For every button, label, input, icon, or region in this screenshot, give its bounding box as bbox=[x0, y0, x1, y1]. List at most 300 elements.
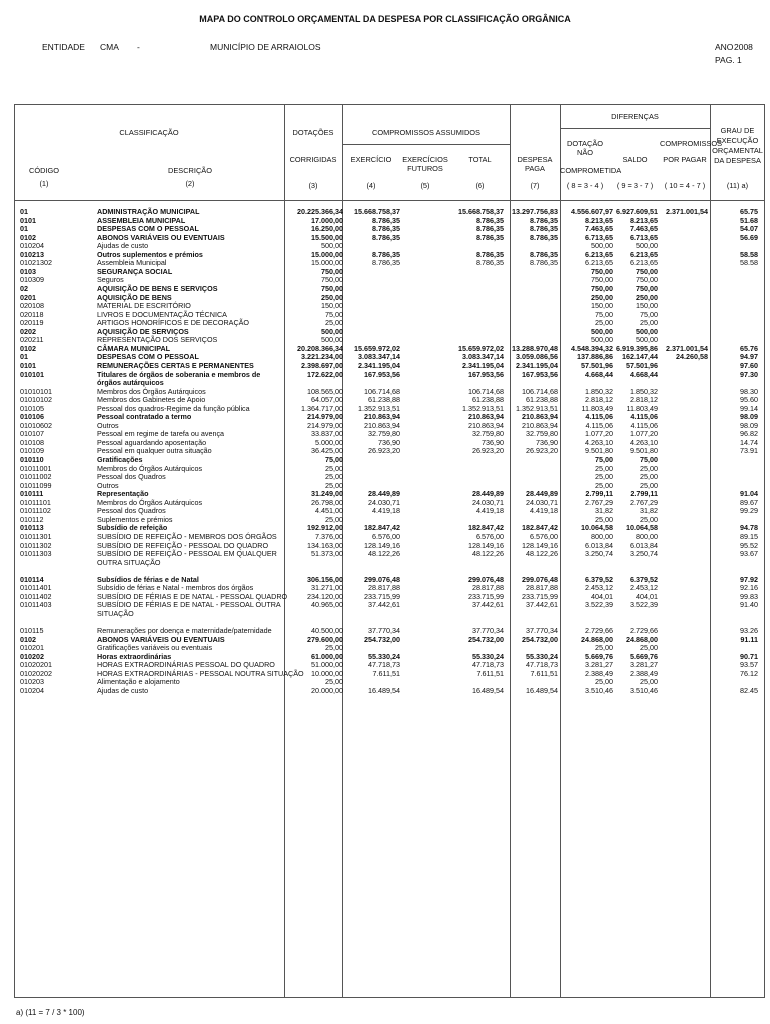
row-description: ADMINISTRAÇÃO MUNICIPAL bbox=[97, 207, 200, 216]
row-code: 010204 bbox=[20, 685, 44, 695]
row-description: Pessoal aguardando aposentação bbox=[97, 437, 207, 447]
row-total: 210.863,94 bbox=[468, 412, 504, 422]
row-saldo: 4.115,06 bbox=[630, 412, 658, 422]
row-nao-comprometida: 500,00 bbox=[591, 326, 613, 336]
row-nao-comprometida: 500,00 bbox=[591, 335, 613, 345]
row-exercicio: 48.122,26 bbox=[368, 549, 400, 558]
row-description: Gratificações bbox=[97, 455, 143, 464]
row-total: 2.341.195,04 bbox=[462, 360, 504, 370]
row-dotacao: 15.000,00 bbox=[311, 258, 343, 268]
row-exercicio: 7.611,51 bbox=[372, 668, 400, 678]
row-dotacao: 3.221.234,00 bbox=[301, 352, 343, 362]
row-dotacao: 500,00 bbox=[321, 326, 343, 336]
row-dotacao: 51.000,00 bbox=[311, 660, 343, 670]
row-description: Gratificações variáveis ou eventuais bbox=[97, 643, 213, 652]
row-exercicio: 37.442,61 bbox=[368, 600, 400, 610]
row-despesa-paga: 28.817,88 bbox=[526, 583, 558, 593]
row-exercicio: 8.786,35 bbox=[372, 249, 400, 259]
row-description: Ajudas de custo bbox=[97, 685, 149, 695]
col-comp-pagar-2: POR PAGAR bbox=[663, 155, 707, 164]
row-code: 01011401 bbox=[20, 583, 52, 593]
row-nao-comprometida: 25,00 bbox=[595, 480, 613, 490]
row-total: 6.576,00 bbox=[476, 531, 504, 541]
row-grau: 51.68 bbox=[740, 215, 758, 225]
row-total: 37.442,61 bbox=[472, 600, 504, 610]
row-code: 010101 bbox=[20, 369, 44, 379]
row-exercicio: 28.449,89 bbox=[368, 489, 400, 499]
row-dotacao: 75,00 bbox=[325, 309, 343, 319]
row-nao-comprometida: 57.501,96 bbox=[581, 360, 613, 370]
row-code: 0103 bbox=[20, 266, 36, 276]
row-description: REPRESENTAÇÃO DOS SERVIÇOS bbox=[97, 335, 218, 345]
row-grau: 97.92 bbox=[740, 574, 758, 584]
row-nao-comprometida: 2.453,12 bbox=[585, 583, 613, 593]
row-description: Pessoal dos Quadros bbox=[97, 506, 166, 516]
row-nao-comprometida: 25,00 bbox=[595, 318, 613, 328]
row-grau: 94.78 bbox=[740, 523, 758, 533]
row-despesa-paga: 37.442,61 bbox=[526, 600, 558, 610]
row-exercicio: 55.330,24 bbox=[368, 651, 400, 661]
row-nao-comprometida: 3.510,46 bbox=[585, 685, 613, 695]
row-code: 020211 bbox=[20, 335, 44, 345]
col-saldo: SALDO bbox=[622, 155, 648, 164]
row-dotacao: 500,00 bbox=[321, 335, 343, 345]
row-nao-comprometida: 4.115,06 bbox=[585, 420, 613, 430]
row-saldo: 3.250,74 bbox=[630, 549, 658, 558]
row-grau: 98.09 bbox=[740, 412, 758, 422]
row-despesa-paga: 2.341.195,04 bbox=[516, 360, 558, 370]
row-description: DESPESAS COM O PESSOAL bbox=[97, 224, 199, 234]
row-nao-comprometida: 4.668,44 bbox=[585, 369, 613, 379]
row-saldo: 404,01 bbox=[636, 591, 658, 601]
row-dotacao: 192.912,00 bbox=[307, 523, 343, 533]
row-description: REMUNERAÇÕES CERTAS E PERMANENTES bbox=[97, 360, 254, 370]
row-dotacao: 40.500,00 bbox=[311, 626, 343, 635]
row-saldo: 162.147,44 bbox=[622, 352, 658, 362]
row-comp-pagar: 2.371.001,54 bbox=[666, 207, 708, 216]
row-grau: 65.76 bbox=[740, 343, 758, 353]
row-nao-comprometida: 2.729,66 bbox=[585, 626, 613, 635]
row-exercicio: 1.352.913,51 bbox=[358, 403, 400, 413]
row-grau: 65.75 bbox=[740, 207, 758, 216]
row-nao-comprometida: 31,82 bbox=[595, 506, 613, 516]
row-total: 210.863,94 bbox=[468, 420, 504, 430]
row-code: 010204 bbox=[20, 241, 44, 251]
row-saldo: 3.510,46 bbox=[630, 685, 658, 695]
row-total: 8.786,35 bbox=[476, 258, 504, 268]
row-exercicio: 37.770,34 bbox=[368, 626, 400, 635]
row-exercicio: 736,90 bbox=[378, 437, 400, 447]
row-despesa-paga: 13.297.756,83 bbox=[512, 207, 558, 216]
row-nao-comprometida: 137.886,86 bbox=[577, 352, 613, 362]
col-despesa-paga: DESPESA PAGA bbox=[517, 155, 553, 173]
row-despesa-paga: 3.059.086,56 bbox=[516, 352, 558, 362]
footnote: a) (11 = 7 / 3 * 100) bbox=[16, 1008, 85, 1017]
row-description: Membros dos Gabinetes de Apoio bbox=[97, 395, 206, 405]
row-total: 48.122,26 bbox=[472, 549, 504, 558]
row-total: 47.718,73 bbox=[472, 660, 504, 670]
row-dotacao: 33.837,00 bbox=[311, 429, 343, 439]
row-nao-comprometida: 2.767,29 bbox=[585, 497, 613, 507]
row-saldo: 11.803,49 bbox=[626, 403, 658, 413]
row-nao-comprometida: 4.115,06 bbox=[585, 412, 613, 422]
row-total: 3.083.347,14 bbox=[462, 352, 504, 362]
col-codigo-num: (1) bbox=[39, 179, 49, 188]
row-saldo: 500,00 bbox=[636, 241, 658, 251]
row-saldo: 2.729,66 bbox=[630, 626, 658, 635]
row-exercicio: 106.714,68 bbox=[364, 386, 400, 396]
row-dotacao: 750,00 bbox=[321, 275, 343, 285]
row-despesa-paga: 128.149,16 bbox=[522, 540, 558, 550]
row-description: AQUISIÇÃO DE BENS bbox=[97, 292, 172, 302]
row-saldo: 2.799,11 bbox=[630, 489, 658, 499]
row-dotacao: 25,00 bbox=[325, 514, 343, 524]
row-nao-comprometida: 800,00 bbox=[591, 531, 613, 541]
row-saldo: 6.713,65 bbox=[630, 232, 658, 242]
row-nao-comprometida: 1.077,20 bbox=[585, 429, 613, 439]
row-exercicio: 4.419,18 bbox=[372, 506, 400, 516]
row-code: 010114 bbox=[20, 574, 44, 584]
row-description: Outros bbox=[97, 420, 119, 430]
row-grau: 91.11 bbox=[740, 634, 758, 644]
row-saldo: 2.388,49 bbox=[630, 668, 658, 678]
row-code: 01011402 bbox=[20, 591, 52, 601]
row-dotacao: 306.156,00 bbox=[307, 574, 343, 584]
row-exercicio: 6.576,00 bbox=[372, 531, 400, 541]
row-grau: 91.04 bbox=[740, 489, 758, 499]
row-description: SUBSÍDIO DE FÉRIAS E DE NATAL - PESSOAL OUTRA SITUAÇÃO bbox=[97, 600, 281, 618]
row-despesa-paga: 13.288.970,48 bbox=[512, 343, 558, 353]
row-code: 01 bbox=[20, 352, 28, 362]
row-saldo: 31,82 bbox=[640, 506, 658, 516]
row-description: Membros dos Órgãos Autárquicos bbox=[97, 386, 206, 396]
row-despesa-paga: 299.076,48 bbox=[522, 574, 558, 584]
row-dotacao: 172.622,00 bbox=[307, 369, 343, 379]
row-grau: 99.83 bbox=[740, 591, 758, 601]
row-description: CÂMARA MUNICIPAL bbox=[97, 343, 171, 353]
row-exercicio: 2.341.195,04 bbox=[358, 360, 400, 370]
row-nao-comprometida: 6.379,52 bbox=[585, 574, 613, 584]
row-code: 010106 bbox=[20, 412, 44, 422]
row-dotacao: 134.163,00 bbox=[307, 540, 343, 550]
col-futuros-2: FUTUROS bbox=[407, 164, 443, 173]
row-saldo: 250,00 bbox=[636, 292, 658, 302]
row-despesa-paga: 4.419,18 bbox=[530, 506, 558, 516]
col-exercicio-num: (4) bbox=[366, 181, 376, 190]
row-nao-comprometida: 6.713,65 bbox=[585, 232, 613, 242]
row-dotacao: 31.249,00 bbox=[311, 489, 343, 499]
row-description: ABONOS VARIÁVEIS OU EVENTUAIS bbox=[97, 634, 225, 644]
row-description: MATERIAL DE ESCRITÓRIO bbox=[97, 301, 191, 311]
row-despesa-paga: 8.786,35 bbox=[530, 224, 558, 234]
row-grau: 92.16 bbox=[740, 583, 758, 593]
row-nao-comprometida: 250,00 bbox=[591, 292, 613, 302]
row-code: 010111 bbox=[20, 489, 44, 499]
row-saldo: 25,00 bbox=[640, 643, 658, 652]
sub-header-rule bbox=[560, 128, 710, 129]
row-exercicio: 210.863,94 bbox=[364, 420, 400, 430]
col-dotacoes: DOTAÇÕES bbox=[292, 128, 334, 137]
row-saldo: 25,00 bbox=[640, 463, 658, 473]
row-nao-comprometida: 75,00 bbox=[595, 309, 613, 319]
row-description: HORAS EXTRAORDINÁRIAS PESSOAL DO QUADRO bbox=[97, 660, 275, 670]
row-total: 299.076,48 bbox=[468, 574, 504, 584]
row-total: 28.449,89 bbox=[472, 489, 504, 499]
row-saldo: 25,00 bbox=[640, 480, 658, 490]
col-futuros: EXERCÍCIOS bbox=[402, 155, 448, 164]
table-row bbox=[0, 687, 770, 696]
row-saldo: 6.919.395,86 bbox=[616, 343, 658, 353]
row-nao-comprometida: 3.281,27 bbox=[585, 660, 613, 670]
row-despesa-paga: 182.847,42 bbox=[522, 523, 558, 533]
col-grau-4: DA DESPESA bbox=[714, 156, 761, 165]
row-nao-comprometida: 4.556.607,97 bbox=[571, 207, 613, 216]
col-exercicio: EXERCÍCIO bbox=[350, 155, 392, 164]
row-grau: 91.40 bbox=[740, 600, 758, 610]
entity-name: MUNICÍPIO DE ARRAIOLOS bbox=[210, 42, 321, 52]
row-nao-comprometida: 2.818,12 bbox=[585, 395, 613, 405]
row-total: 16.489,54 bbox=[472, 685, 504, 695]
row-despesa-paga: 61.238,88 bbox=[526, 395, 558, 405]
row-dotacao: 25,00 bbox=[325, 472, 343, 482]
row-saldo: 3.522,39 bbox=[630, 600, 658, 610]
row-dotacao: 16.250,00 bbox=[311, 224, 343, 234]
row-nao-comprometida: 25,00 bbox=[595, 677, 613, 687]
row-nao-comprometida: 9.501,80 bbox=[585, 446, 613, 456]
row-code: 01010602 bbox=[20, 420, 52, 430]
row-exercicio: 28.817,88 bbox=[368, 583, 400, 593]
report-title: MAPA DO CONTROLO ORÇAMENTAL DA DESPESA POR CLASSIFICAÇÃO ORGÂNICA bbox=[199, 14, 571, 24]
row-exercicio: 182.847,42 bbox=[364, 523, 400, 533]
row-dotacao: 7.376,00 bbox=[315, 531, 343, 541]
row-total: 254.732,00 bbox=[468, 634, 504, 644]
row-code: 01011099 bbox=[20, 480, 52, 490]
row-description: Pessoal dos quadros-Regime da função pública bbox=[97, 403, 250, 413]
row-despesa-paga: 8.786,35 bbox=[530, 249, 558, 259]
row-despesa-paga: 48.122,26 bbox=[526, 549, 558, 558]
row-grau: 89.67 bbox=[740, 497, 758, 507]
row-dotacao: 20.208.366,34 bbox=[297, 343, 343, 353]
row-code: 0102 bbox=[20, 634, 36, 644]
col-total-num: (6) bbox=[475, 181, 485, 190]
col-classificacao: CLASSIFICAÇÃO bbox=[119, 128, 179, 137]
row-grau: 54.07 bbox=[740, 224, 758, 234]
row-total: 128.149,16 bbox=[468, 540, 504, 550]
row-despesa-paga: 167.953,56 bbox=[522, 369, 558, 379]
row-dotacao: 25,00 bbox=[325, 318, 343, 328]
row-total: 167.953,56 bbox=[468, 369, 504, 379]
row-code: 01011403 bbox=[20, 600, 52, 610]
row-nao-comprometida: 750,00 bbox=[591, 284, 613, 293]
row-nao-comprometida: 8.213,65 bbox=[585, 215, 613, 225]
row-grau: 95.52 bbox=[740, 540, 758, 550]
row-grau: 76.12 bbox=[740, 668, 758, 678]
row-grau: 99.14 bbox=[740, 403, 758, 413]
row-nao-comprometida: 1.850,32 bbox=[585, 386, 613, 396]
row-description: Membros do Órgãos Autárquicos bbox=[97, 463, 203, 473]
row-code: 01020201 bbox=[20, 660, 52, 670]
table-row bbox=[0, 549, 770, 567]
row-code: 0101 bbox=[20, 360, 36, 370]
table-row bbox=[0, 369, 770, 387]
row-description: SUBSÍDIO DE FÉRIAS E DE NATAL - PESSOAL QUADRO bbox=[97, 591, 288, 601]
row-description: ASSEMBLEIA MUNICIPAL bbox=[97, 215, 186, 225]
row-saldo: 800,00 bbox=[636, 531, 658, 541]
row-code: 010110 bbox=[20, 455, 44, 464]
row-grau: 58.58 bbox=[740, 249, 758, 259]
row-nao-comprometida: 10.064,58 bbox=[581, 523, 613, 533]
row-code: 01011301 bbox=[20, 531, 52, 541]
col-nao-comprometida-3: COMPROMETIDA bbox=[560, 166, 622, 175]
row-description: Membros do Órgãos Autárquicos bbox=[97, 497, 203, 507]
row-description: Suplementos e prémios bbox=[97, 514, 173, 524]
row-code: 02 bbox=[20, 284, 28, 293]
row-exercicio: 3.083.347,14 bbox=[358, 352, 400, 362]
row-total: 8.786,35 bbox=[476, 224, 504, 234]
row-dotacao: 64.057,00 bbox=[311, 395, 343, 405]
row-description: ABONOS VARIÁVEIS OU EVENTUAIS bbox=[97, 232, 225, 242]
row-description: Subsídios de férias e de Natal bbox=[97, 574, 199, 584]
row-dotacao: 20.000,00 bbox=[311, 685, 343, 695]
row-code: 0102 bbox=[20, 343, 36, 353]
col-futuros-num: (5) bbox=[420, 181, 430, 190]
row-exercicio: 15.659.972,02 bbox=[354, 343, 400, 353]
row-description: Pessoal dos Quadros bbox=[97, 472, 166, 482]
row-saldo: 2.818,12 bbox=[630, 395, 658, 405]
row-description: Outros suplementos e prémios bbox=[97, 249, 203, 259]
row-description: Ajudas de custo bbox=[97, 241, 149, 251]
row-exercicio: 210.863,94 bbox=[364, 412, 400, 422]
row-nao-comprometida: 25,00 bbox=[595, 643, 613, 652]
row-grau: 99.29 bbox=[740, 506, 758, 516]
row-description: Remunerações por doença e maternidade/paternidade bbox=[97, 626, 272, 635]
row-grau: 93.57 bbox=[740, 660, 758, 670]
row-dotacao: 750,00 bbox=[321, 284, 343, 293]
row-despesa-paga: 26.923,20 bbox=[526, 446, 558, 456]
row-grau: 89.15 bbox=[740, 531, 758, 541]
row-dotacao: 10.000,00 bbox=[311, 668, 343, 678]
row-nao-comprometida: 5.669,76 bbox=[585, 651, 613, 661]
row-total: 32.759,80 bbox=[472, 429, 504, 439]
row-total: 55.330,24 bbox=[472, 651, 504, 661]
row-dotacao: 17.000,00 bbox=[311, 215, 343, 225]
row-despesa-paga: 28.449,89 bbox=[526, 489, 558, 499]
row-despesa-paga: 32.759,80 bbox=[526, 429, 558, 439]
row-comp-pagar: 24.260,58 bbox=[676, 352, 708, 362]
row-total: 24.030,71 bbox=[472, 497, 504, 507]
row-description: SEGURANÇA SOCIAL bbox=[97, 266, 173, 276]
row-grau: 94.97 bbox=[740, 352, 758, 362]
row-nao-comprometida: 750,00 bbox=[591, 266, 613, 276]
row-code: 010309 bbox=[20, 275, 44, 285]
row-saldo: 150,00 bbox=[636, 301, 658, 311]
row-comp-pagar: 2.371.001,54 bbox=[666, 343, 708, 353]
col-despesa-paga-num: (7) bbox=[530, 181, 540, 190]
row-code: 010107 bbox=[20, 429, 44, 439]
row-dotacao: 279.600,00 bbox=[307, 634, 343, 644]
row-saldo: 1.850,32 bbox=[630, 386, 658, 396]
row-exercicio: 61.238,88 bbox=[368, 395, 400, 405]
row-saldo: 25,00 bbox=[640, 472, 658, 482]
col-compromissos: COMPROMISSOS ASSUMIDOS bbox=[371, 128, 480, 137]
row-exercicio: 16.489,54 bbox=[368, 685, 400, 695]
row-despesa-paga: 8.786,35 bbox=[530, 232, 558, 242]
row-saldo: 5.669,76 bbox=[630, 651, 658, 661]
row-dotacao: 31.271,00 bbox=[311, 583, 343, 593]
row-nao-comprometida: 24.868,00 bbox=[581, 634, 613, 644]
row-saldo: 750,00 bbox=[636, 275, 658, 285]
row-despesa-paga: 106.714,68 bbox=[522, 386, 558, 396]
col-descricao-num: (2) bbox=[185, 179, 195, 188]
row-grau: 97.60 bbox=[740, 360, 758, 370]
row-total: 28.817,88 bbox=[472, 583, 504, 593]
row-code: 010108 bbox=[20, 437, 44, 447]
row-description: Alimentação e alojamento bbox=[97, 677, 180, 687]
row-dotacao: 2.398.697,00 bbox=[301, 360, 343, 370]
row-saldo: 7.463,65 bbox=[630, 224, 658, 234]
row-saldo: 25,00 bbox=[640, 677, 658, 687]
row-saldo: 4.115,06 bbox=[630, 420, 658, 430]
row-code: 0202 bbox=[20, 326, 36, 336]
row-description: Pessoal em qualquer outra situação bbox=[97, 446, 212, 456]
row-nao-comprometida: 404,01 bbox=[591, 591, 613, 601]
row-description: HORAS EXTRAORDINÁRIAS - PESSOAL NOUTRA SITUAÇÃO bbox=[97, 668, 304, 678]
row-code: 01021302 bbox=[20, 258, 52, 268]
row-code: 010201 bbox=[20, 643, 44, 652]
row-grau: 93.67 bbox=[740, 549, 758, 558]
row-dotacao: 26.798,00 bbox=[311, 497, 343, 507]
row-saldo: 500,00 bbox=[636, 335, 658, 345]
row-dotacao: 500,00 bbox=[321, 241, 343, 251]
row-total: 4.419,18 bbox=[476, 506, 504, 516]
row-description: Assembleia Municipal bbox=[97, 258, 167, 268]
row-code: 01010102 bbox=[20, 395, 52, 405]
row-nao-comprometida: 3.250,74 bbox=[585, 549, 613, 558]
col-comp-pagar: COMPROMISSOS bbox=[660, 139, 723, 148]
sub-header-rule bbox=[342, 144, 510, 145]
row-code: 01011303 bbox=[20, 549, 52, 558]
row-dotacao: 15.500,00 bbox=[311, 232, 343, 242]
row-exercicio: 24.030,71 bbox=[368, 497, 400, 507]
row-nao-comprometida: 2.388,49 bbox=[585, 668, 613, 678]
row-dotacao: 61.000,00 bbox=[311, 651, 343, 661]
row-saldo: 6.927.609,51 bbox=[616, 207, 658, 216]
row-saldo: 9.501,80 bbox=[630, 446, 658, 456]
row-description: DESPESAS COM O PESSOAL bbox=[97, 352, 199, 362]
row-total: 8.786,35 bbox=[476, 215, 504, 225]
row-grau: 82.45 bbox=[740, 685, 758, 695]
page-number: PAG. 1 bbox=[715, 55, 742, 65]
row-exercicio: 32.759,80 bbox=[368, 429, 400, 439]
row-nao-comprometida: 4.263,10 bbox=[585, 437, 613, 447]
row-total: 233.715,99 bbox=[468, 591, 504, 601]
row-saldo: 25,00 bbox=[640, 514, 658, 524]
row-code: 0101 bbox=[20, 215, 36, 225]
row-exercicio: 128.149,16 bbox=[364, 540, 400, 550]
row-despesa-paga: 210.863,94 bbox=[522, 412, 558, 422]
row-code: 010202 bbox=[20, 651, 44, 661]
row-grau: 73.91 bbox=[740, 446, 758, 456]
row-saldo: 6.379,52 bbox=[630, 574, 658, 584]
row-description: SUBSÍDIO DE REFEIÇÃO - PESSOAL DO QUADRO bbox=[97, 540, 269, 550]
row-dotacao: 234.120,00 bbox=[307, 591, 343, 601]
row-despesa-paga: 736,90 bbox=[536, 437, 558, 447]
row-grau: 90.71 bbox=[740, 651, 758, 661]
row-total: 8.786,35 bbox=[476, 249, 504, 259]
row-dotacao: 108.565,00 bbox=[307, 386, 343, 396]
row-dotacao: 75,00 bbox=[325, 455, 343, 464]
row-grau: 95.60 bbox=[740, 395, 758, 405]
